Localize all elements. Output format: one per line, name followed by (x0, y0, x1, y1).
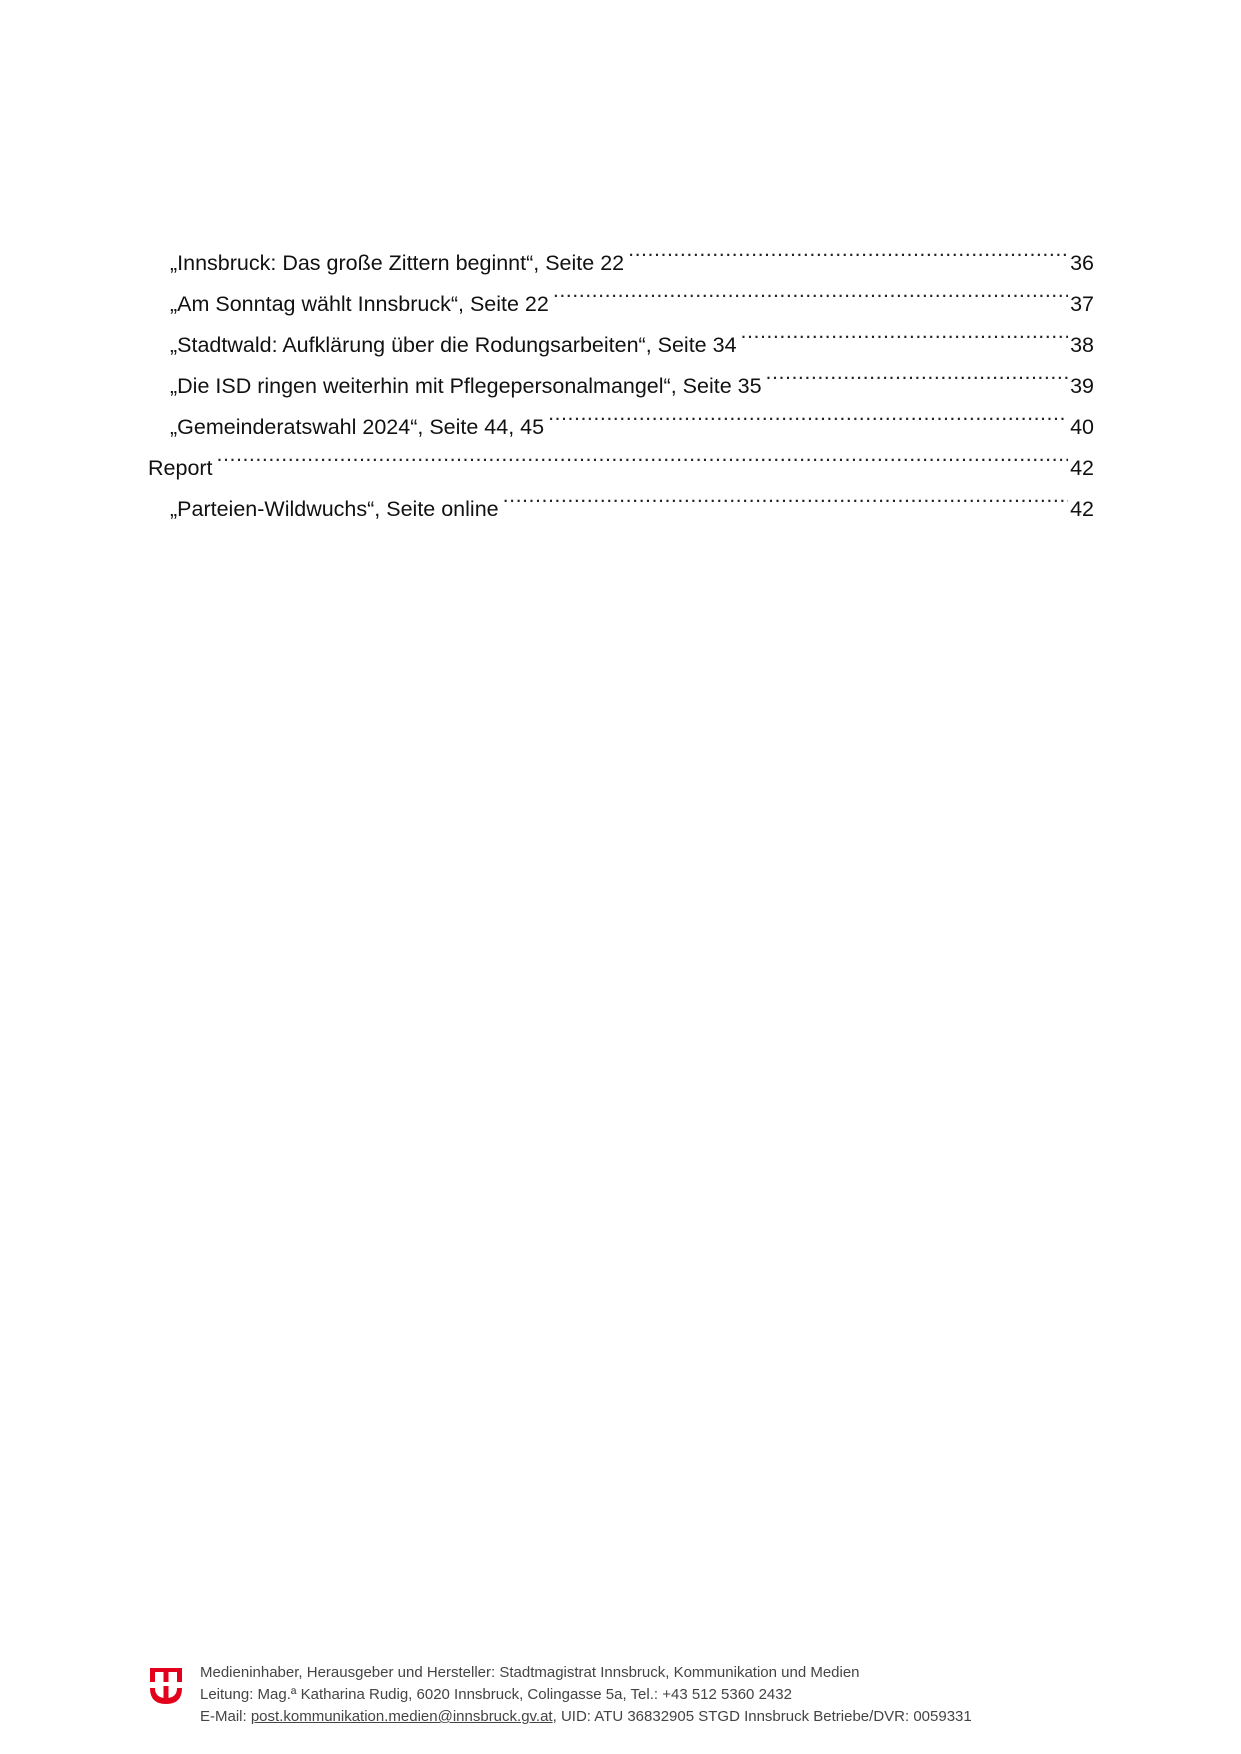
toc-entry-title: „Gemeinderatswahl 2024“, Seite 44, 45 (170, 415, 545, 439)
toc-entry[interactable] (148, 475, 1094, 521)
innsbruck-logo-icon (150, 1668, 182, 1708)
toc-entry-page: 37 (1070, 292, 1094, 316)
toc-entry-title: „Parteien-Wildwuchs“, Seite online (170, 497, 499, 521)
toc-entry-title: „Innsbruck: Das große Zittern beginnt“, Seite 22 (170, 251, 625, 275)
toc-entry-page: 36 (1070, 251, 1094, 275)
footer-email-line (200, 1706, 972, 1728)
toc-entry-title: Report (148, 456, 213, 480)
toc-entry-page: 38 (1070, 333, 1094, 357)
toc-dot-leader (628, 229, 1068, 270)
footer-uid-text: , UID: ATU 36832905 STGD Innsbruck Betriebe/DVR: 0059331 (552, 1708, 972, 1725)
toc-dot-leader (766, 352, 1069, 393)
toc-section-entry[interactable] (148, 434, 1094, 480)
table-of-contents (148, 229, 1094, 521)
toc-entry-title: „Am Sonntag wählt Innsbruck“, Seite 22 (170, 292, 549, 316)
toc-entry-title: „Die ISD ringen weiterhin mit Pflegepersonalmangel“, Seite 35 (170, 374, 762, 398)
toc-dot-leader (548, 393, 1068, 434)
toc-entry-title: „Stadtwald: Aufklärung über die Rodungsarbeiten“, Seite 34 (170, 333, 737, 357)
toc-dot-leader (741, 311, 1069, 352)
footer-imprint (200, 1662, 972, 1728)
toc-dot-leader (503, 475, 1068, 516)
footer-contact-line: Leitung: Mag.ª Katharina Rudig, 6020 Innsbruck, Colingasse 5a, Tel.: +43 512 5360 2432 (200, 1686, 792, 1703)
footer-email-label: E-Mail: (200, 1708, 251, 1725)
page-footer (150, 1662, 1090, 1732)
toc-dot-leader (553, 270, 1068, 311)
toc-entry-page: 40 (1070, 415, 1094, 439)
footer-publisher-line: Medieninhaber, Herausgeber und Hersteller: Stadtmagistrat Innsbruck, Kommunikation und Medien (200, 1664, 860, 1681)
toc-entry-page: 42 (1070, 497, 1094, 521)
toc-entry[interactable] (148, 229, 1094, 275)
toc-dot-leader (217, 434, 1069, 475)
footer-email-link[interactable]: post.kommunikation.medien@innsbruck.gv.at (250, 1708, 553, 1725)
toc-entry-page: 42 (1070, 456, 1094, 480)
toc-entry-page: 39 (1070, 374, 1094, 398)
